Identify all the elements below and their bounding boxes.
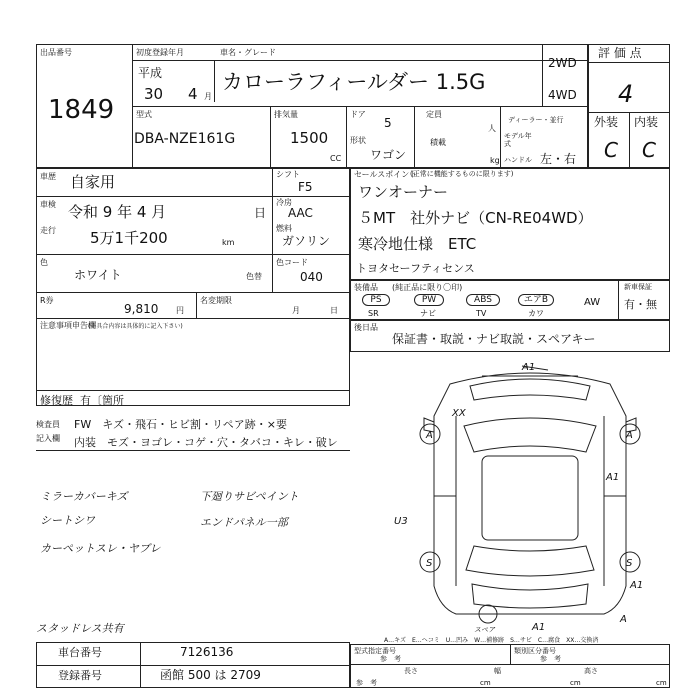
model-name-label: 車名・グレード xyxy=(220,48,276,57)
usage-label: 車歴 xyxy=(40,172,56,181)
diagram-legend: A…キズ E…ヘコミ U…凹み W…補修跡 S…サビ C…腐食 XX…交換済 xyxy=(384,637,599,644)
color-label: 色 xyxy=(40,258,48,267)
shift-label: シフト xyxy=(276,170,300,179)
damage-diagram xyxy=(380,356,680,636)
model-name: カローラフィールダー 1.5G xyxy=(222,70,486,94)
dealer-label: ディーラー・並行 xyxy=(508,116,564,124)
cc-unit: CC xyxy=(330,154,342,163)
handle: 左・右 xyxy=(540,152,577,166)
width-cm: cm xyxy=(570,679,581,687)
inspector-row-2: 内装 モズ・ヨゴレ・コゲ・穴・タバコ・キレ・破レ xyxy=(74,436,338,449)
model-designation-ref: 参 考 xyxy=(380,655,401,663)
dimension-ref: 参 考 xyxy=(356,679,377,687)
new-warranty: 有・無 xyxy=(624,298,657,311)
exterior-label: 外装 xyxy=(594,115,619,129)
grade-score: 4 xyxy=(618,80,634,108)
note-mirror: ミラーカバーキズ xyxy=(40,490,128,503)
repair-label: 修復歴 xyxy=(40,394,73,407)
displacement: 1500 xyxy=(290,129,329,147)
mark-front-bumper: A1 xyxy=(522,362,536,373)
papers: 保証書・取説・ナビ取説・スペアキー xyxy=(392,332,596,346)
equip-aw: AW xyxy=(584,297,601,308)
equip-pw: PW xyxy=(414,294,444,306)
capacity-unit: 人 xyxy=(488,124,496,133)
repair-value: 有〔箇所 xyxy=(80,394,124,407)
capacity-label: 定員 xyxy=(426,110,442,119)
inspector-label-1: 検査員 xyxy=(36,420,60,429)
model-code: DBA-NZE161G xyxy=(134,131,236,147)
sales-note: (正常に機能するものに限ります) xyxy=(410,170,514,178)
new-warranty-label: 新車保証 xyxy=(624,283,652,291)
height-cm: cm xyxy=(656,679,667,687)
model-designation-label: 型式指定番号 xyxy=(354,647,396,655)
drive-4wd: 4WD xyxy=(548,88,577,102)
mark-rear-left-corner: A xyxy=(620,614,627,625)
mark-left-side: U3 xyxy=(394,516,408,527)
color-code: 040 xyxy=(300,270,323,284)
doors: 5 xyxy=(384,116,392,130)
mark-left-fender: XX xyxy=(452,408,466,419)
color-code-label: 色コード xyxy=(276,258,308,267)
usage: 自家用 xyxy=(70,173,116,191)
chassis-label: 車台番号 xyxy=(58,646,102,659)
length-cm: cm xyxy=(480,679,491,687)
name-change-day: 日 xyxy=(330,306,338,315)
equip-airbag: エアB xyxy=(518,294,554,306)
chassis: 7126136 xyxy=(180,645,234,659)
width-label: 幅 xyxy=(494,667,501,675)
equip-abs: ABS xyxy=(466,294,500,306)
color-change-label: 色替 xyxy=(246,272,262,281)
interior-grade: C xyxy=(642,138,656,162)
ac-label: 冷房 xyxy=(276,198,292,207)
equip-ps: PS xyxy=(362,294,390,306)
mark-rear-left-wheel: S xyxy=(426,558,433,569)
first-reg-year: 30 xyxy=(144,85,164,103)
equip-navi: ナビ xyxy=(420,309,436,318)
mark-rear-right-wheel: S xyxy=(626,558,633,569)
plate: 函館 500 は 2709 xyxy=(160,668,261,682)
ac: AAC xyxy=(288,206,313,220)
note-underbody: 下廻りサビペイント xyxy=(200,490,299,503)
mileage-unit: km xyxy=(222,238,235,247)
mark-right-door: A1 xyxy=(606,472,620,483)
notes-sub: (不具合内容は具体的に記入下さい) xyxy=(88,323,183,330)
equip-tv: TV xyxy=(476,309,487,318)
drive-2wd: 2WD xyxy=(548,56,577,70)
fuel: ガソリン xyxy=(282,234,331,248)
equipment-label: 装備品 xyxy=(354,283,378,292)
body-label: 形状 xyxy=(350,136,366,145)
mark-spare: スペア xyxy=(474,626,495,634)
lot-label: 出品番号 xyxy=(40,48,72,57)
recycle: 9,810 xyxy=(124,302,159,316)
first-reg-month-unit: 月 xyxy=(204,92,212,101)
note-seat: シートシワ xyxy=(40,514,95,527)
classification-label: 類別区分番号 xyxy=(514,647,556,655)
equip-sr: SR xyxy=(368,309,379,318)
inspection-label: 車検 xyxy=(40,200,56,209)
mark-rear-right-corner: A1 xyxy=(630,580,644,591)
mark-rear-bumper: A1 xyxy=(532,622,546,633)
grade-label: 評 価 点 xyxy=(598,46,642,60)
notes-label: 注意事項申告欄 xyxy=(40,321,96,330)
shift: F5 xyxy=(298,180,313,194)
length-label: 長さ xyxy=(404,667,418,675)
note-end-panel: エンドパネル一部 xyxy=(200,516,288,529)
name-change-label: 名変期限 xyxy=(200,296,232,305)
load-label: 積載 xyxy=(430,138,446,147)
mileage: 5万1千200 xyxy=(90,229,168,247)
sales-line-1: ワンオーナー xyxy=(358,183,449,201)
note-studless: スタッドレス共有 xyxy=(36,622,124,635)
sales-line-4: トヨタセーフティセンス xyxy=(356,262,475,275)
mileage-label: 走行 xyxy=(40,226,56,235)
handle-label: ハンドル xyxy=(504,156,532,164)
plate-label: 登録番号 xyxy=(58,669,102,682)
mark-front-right-wheel: A xyxy=(626,430,633,441)
fuel-label: 燃料 xyxy=(276,224,292,233)
lot-number: 1849 xyxy=(48,95,115,125)
inspector-label-2: 記入欄 xyxy=(36,434,60,443)
model-year-label: モデル年式 xyxy=(504,132,532,148)
height-label: 高さ xyxy=(584,667,598,675)
inspection-day: 日 xyxy=(254,206,267,220)
equip-leather: カワ xyxy=(528,309,544,318)
inspection: 令和 9 年 4 月 xyxy=(68,203,167,221)
first-reg-month: 4 xyxy=(188,85,198,103)
sales-line-2: ５MT 社外ナビ（CN-RE04WD） xyxy=(358,209,593,227)
note-carpet: カーペットスレ・ヤブレ xyxy=(40,542,161,555)
load-unit: kg xyxy=(490,156,500,165)
sales-label: セールスポイント xyxy=(354,170,418,179)
era: 平成 xyxy=(138,66,163,80)
doors-label: ドア xyxy=(350,110,366,119)
body: ワゴン xyxy=(370,148,407,162)
inspector-row-1: FW キズ・飛石・ヒビ割・リペア跡・×要 xyxy=(74,418,287,431)
equipment-note: (純正品に限り〇印) xyxy=(392,283,463,292)
name-change-month: 月 xyxy=(292,306,300,315)
color: ホワイト xyxy=(74,268,122,282)
interior-label: 内装 xyxy=(634,115,659,129)
mark-front-left-wheel: A xyxy=(426,430,433,441)
model-code-label: 型式 xyxy=(136,110,152,119)
papers-label: 後日品 xyxy=(354,323,378,332)
first-reg-label: 初度登録年月 xyxy=(136,48,184,57)
exterior-grade: C xyxy=(604,138,618,162)
recycle-unit: 円 xyxy=(176,306,184,315)
classification-ref: 参 考 xyxy=(540,655,561,663)
recycle-label: R券 xyxy=(40,296,54,305)
sales-line-3: 寒冷地仕様 ETC xyxy=(358,235,477,253)
displacement-label: 排気量 xyxy=(274,110,298,119)
